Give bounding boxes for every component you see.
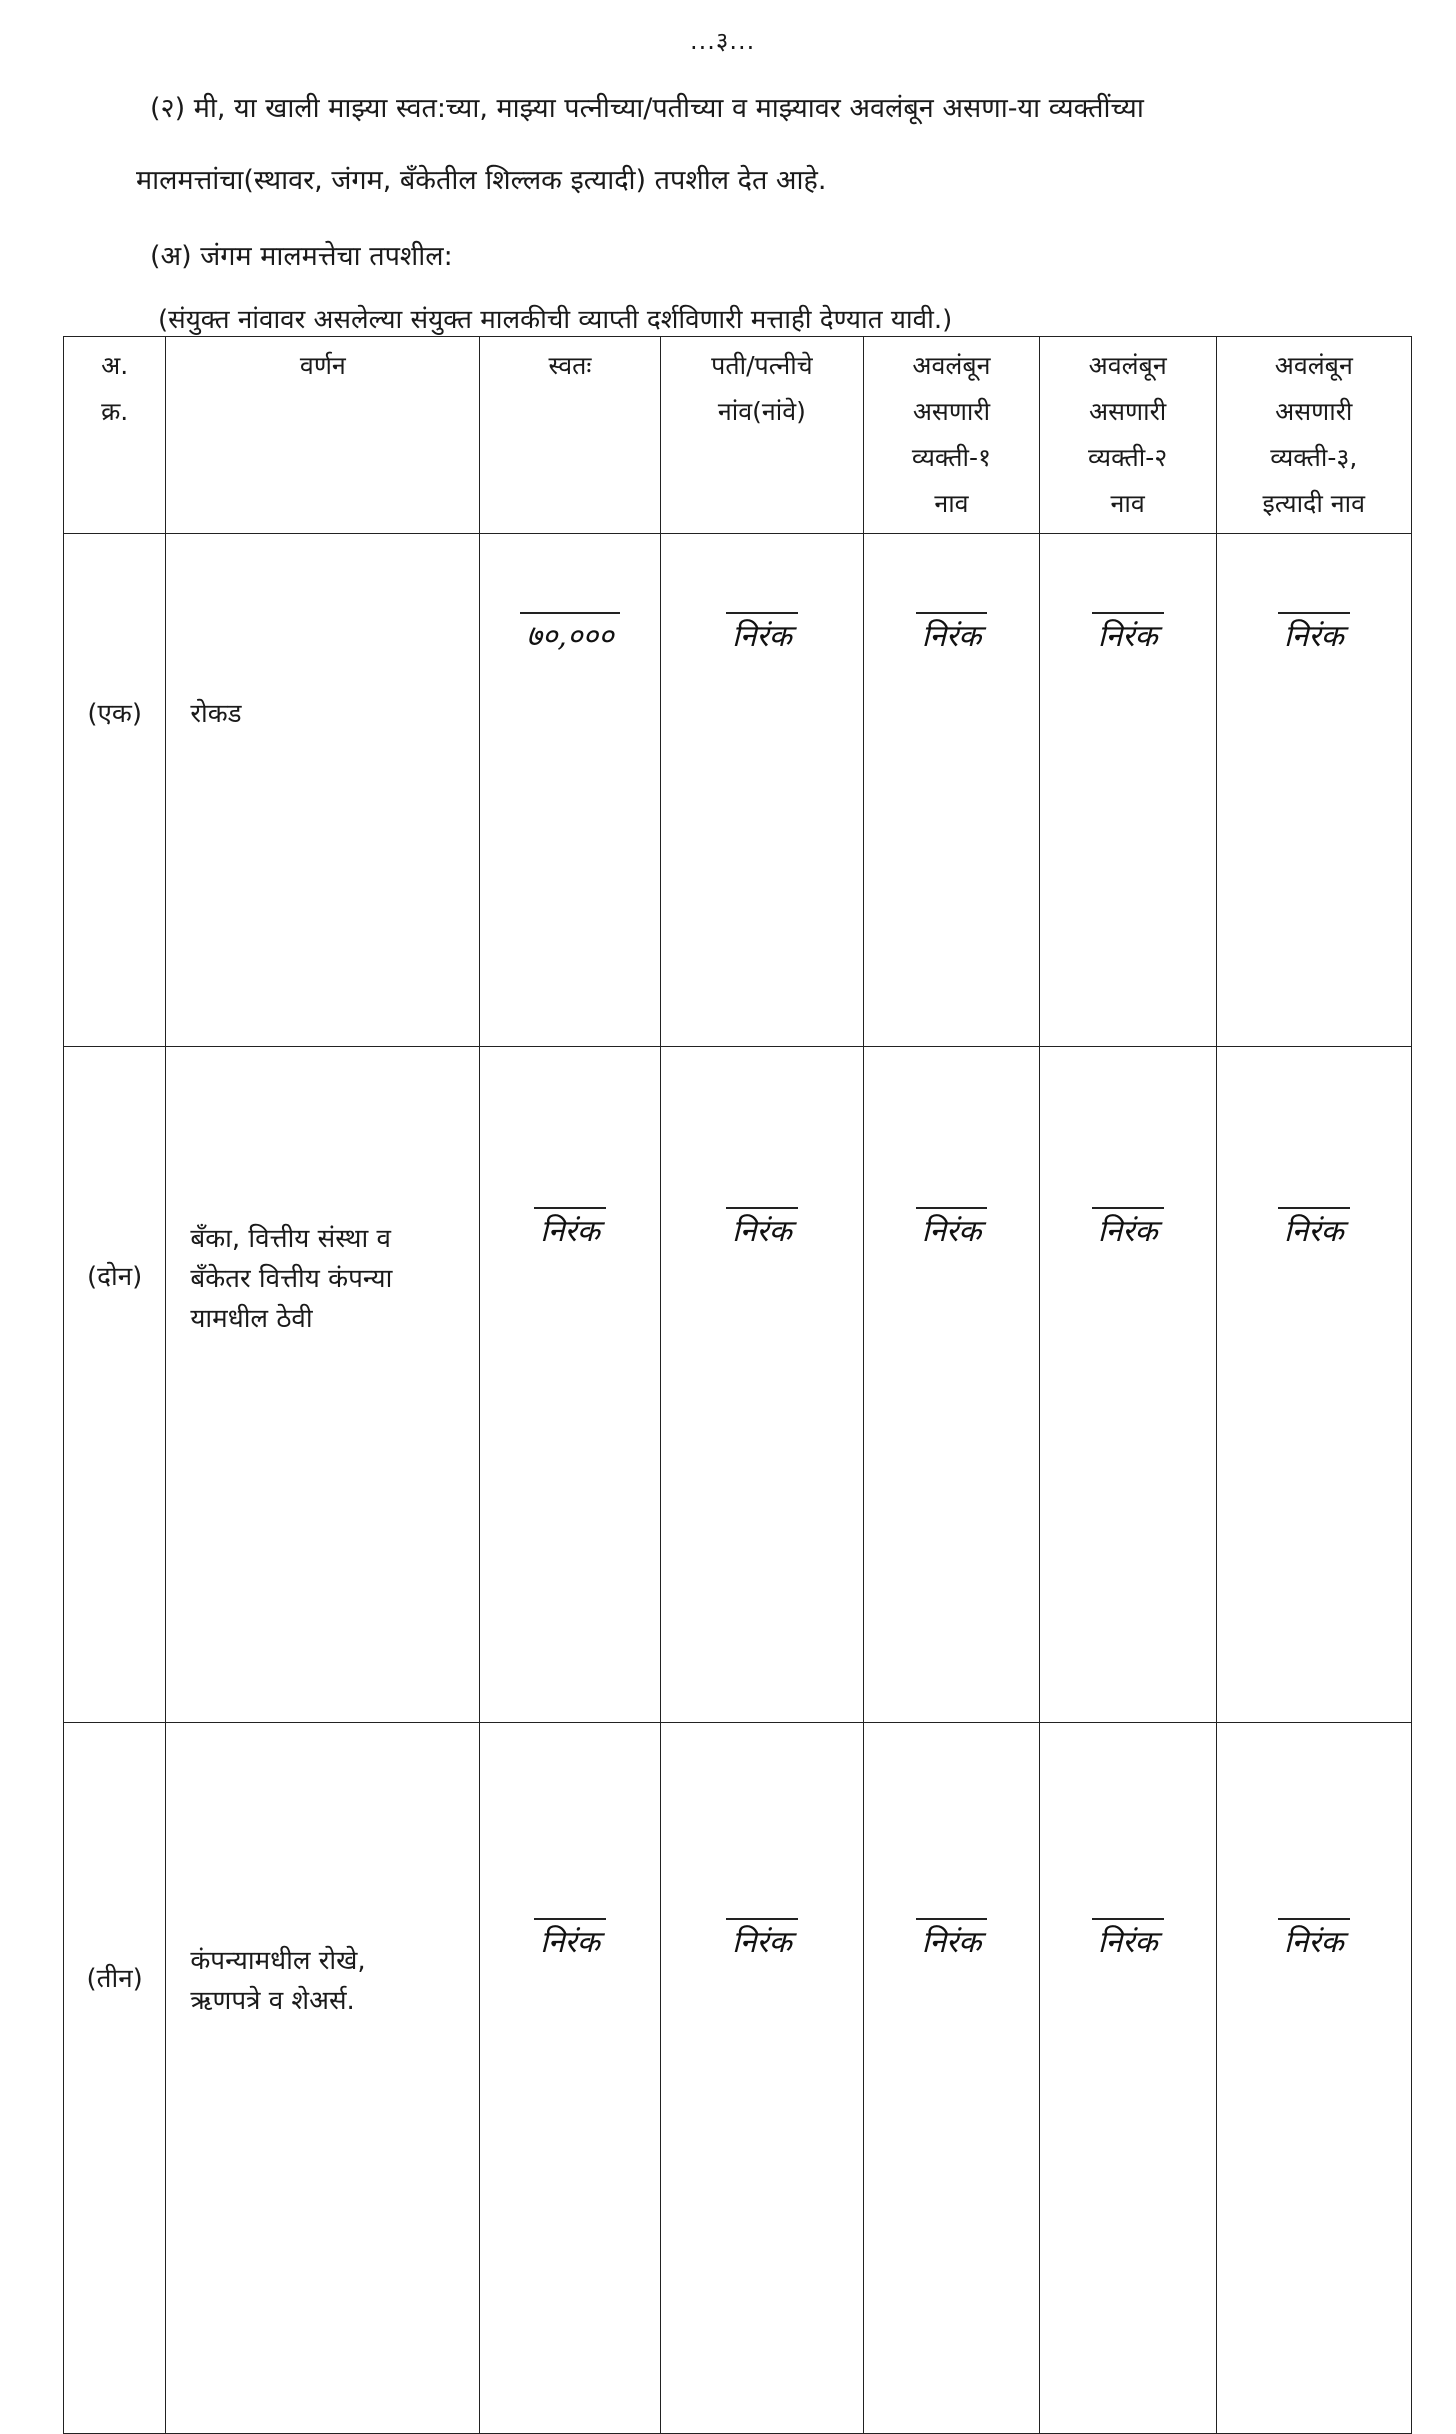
header-serial-number: अ. क्र.: [64, 337, 166, 534]
row-serial-number: (दोन): [64, 1047, 166, 1723]
handwritten-value-dependent-3: निरंक: [1216, 1723, 1411, 2434]
row-serial-number: (एक): [64, 534, 166, 1047]
page-number: ...३...: [690, 27, 756, 55]
row-serial-number: (तीन): [64, 1723, 166, 2434]
header-dependent-3-name: अवलंबून असणारी व्यक्ती-३, इत्यादी नाव: [1216, 337, 1411, 534]
handwritten-value-self: निरंक: [480, 1047, 660, 1723]
header-spouse-name: पती/पत्नीचे नांव(नांवे): [660, 337, 864, 534]
table-row: [64, 1047, 1412, 1723]
handwritten-value-dependent-1: निरंक: [864, 534, 1040, 1047]
handwritten-value-dependent-3: निरंक: [1216, 1047, 1411, 1723]
intro-statement-line-2: मालमत्तांचा(स्थावर, जंगम, बँकेतील शिल्लक इत्यादी) तपशील देत आहे.: [136, 165, 827, 196]
row-description: कंपन्यामधील रोखे, ऋणपत्रे व शेअर्स.: [166, 1723, 480, 2434]
handwritten-value-dependent-1: निरंक: [864, 1723, 1040, 2434]
header-dependent-1-name: अवलंबून असणारी व्यक्ती-१ नाव: [864, 337, 1040, 534]
handwritten-value-spouse: निरंक: [660, 534, 864, 1047]
table-header-row: [64, 337, 1412, 534]
handwritten-value-self: निरंक: [480, 1723, 660, 2434]
handwritten-value-spouse: निरंक: [660, 1723, 864, 2434]
handwritten-value-dependent-2: निरंक: [1039, 534, 1216, 1047]
row-description: बँका, वित्तीय संस्था व बँकेतर वित्तीय कंपन्या यामधील ठेवी: [166, 1047, 480, 1723]
table-row: [64, 534, 1412, 1047]
table-row: [64, 1723, 1412, 2434]
movable-assets-table: [63, 336, 1412, 2434]
header-dependent-2-name: अवलंबून असणारी व्यक्ती-२ नाव: [1039, 337, 1216, 534]
header-self: स्वतः: [480, 337, 660, 534]
handwritten-value-dependent-2: निरंक: [1039, 1047, 1216, 1723]
joint-ownership-note: (संयुक्त नांवावर असलेल्या संयुक्त मालकीची व्याप्ती दर्शविणारी मत्ताही देण्यात यावी.): [158, 305, 953, 335]
handwritten-value-spouse: निरंक: [660, 1047, 864, 1723]
row-description: रोकड: [166, 534, 480, 1047]
section-heading-movable-assets: (अ) जंगम मालमत्तेचा तपशील:: [150, 241, 453, 272]
handwritten-value-dependent-3: निरंक: [1216, 534, 1411, 1047]
handwritten-value-dependent-1: निरंक: [864, 1047, 1040, 1723]
handwritten-value-dependent-2: निरंक: [1039, 1723, 1216, 2434]
intro-statement-line-1: (२) मी, या खाली माझ्या स्वत:च्या, माझ्या पत्नीच्या/पतीच्या व माझ्यावर अवलंबून असणा-या व्यक्तींच्या: [150, 93, 1144, 124]
handwritten-value-self: ७०,०००: [480, 534, 660, 1047]
header-description: वर्णन: [166, 337, 480, 534]
